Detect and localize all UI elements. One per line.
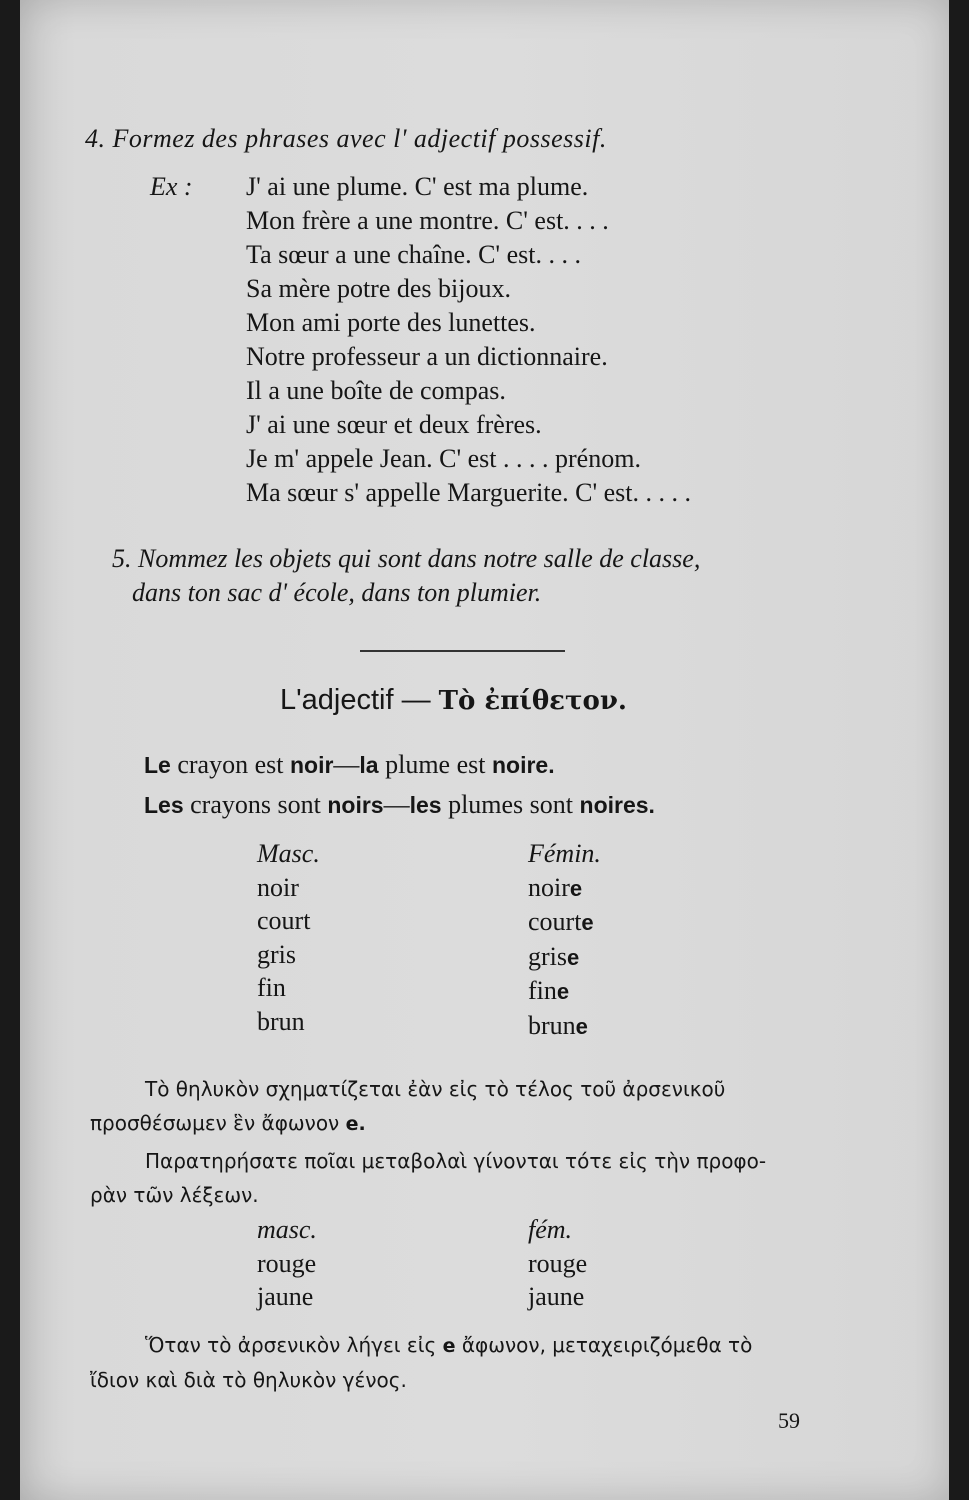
exercise-line: J' ai une sœur et deux frères. — [246, 410, 542, 439]
example-sentence-2: Les crayons sont noirs—les plumes sont noires. — [144, 790, 655, 819]
masc-word: fin — [257, 973, 286, 1003]
exercise-line: Ta sœur a une chaîne. C' est. . . . — [246, 240, 581, 269]
masculine-column-2 — [257, 1213, 317, 1314]
exercise-line: Mon ami porte des lunettes. — [246, 308, 536, 337]
heading-french: L'adjectif — — [280, 684, 439, 716]
greek-note-1: Τὸ θηλυκὸν σχηματίζεται ἐὰν εἰς τὸ τέλος τοῦ ἀρσενικοῦ προσθέσωμεν ἓν ἄφωνον e. — [90, 1077, 726, 1135]
exercise-line: Ma sœur s' appelle Marguerite. C' est. . . . . — [246, 478, 692, 507]
example-label: Ex : — [150, 172, 193, 201]
masc-header: Masc. — [257, 839, 320, 868]
fem-header-2: fém. — [528, 1215, 573, 1244]
fem-word: rouge — [528, 1248, 588, 1278]
section-heading — [280, 684, 627, 717]
femin-word: noire — [528, 872, 583, 902]
page-number: 59 — [778, 1408, 800, 1433]
heading-greek: Τὸ ἐπίθετον. — [438, 686, 627, 716]
femin-word: courte — [528, 907, 594, 937]
exercise-5-line-2: dans ton sac d' école, dans ton plumier. — [132, 578, 542, 607]
greek-note-3: Ὅταν τὸ ἀρσενικὸν λήγει εἰς e ἄφωνον, μεταχειριζόμεθα τὸ ἴδιον καὶ διὰ τὸ θηλυκὸν γένος. — [90, 1333, 753, 1392]
masc-word: brun — [257, 1006, 305, 1036]
masc-header-2: masc. — [257, 1215, 317, 1244]
masc-word: gris — [257, 939, 296, 969]
masc-word: rouge — [257, 1248, 317, 1278]
exercise-line: Sa mère potre des bijoux. — [246, 274, 511, 303]
exercise-line: Notre professeur a un dictionnaire. — [246, 342, 608, 371]
book-page — [20, 0, 949, 1500]
femin-header: Fémin. — [528, 839, 601, 868]
greek-note-2: Παρατηρήσατε ποῖαι μεταβολαὶ γίνονται τότε εἰς τὴν προφο- ρὰν τῶν λέξεων. — [90, 1149, 767, 1207]
exercise-5 — [112, 542, 700, 610]
exercise-line: Je m' appele Jean. C' est . . . . prénom. — [246, 444, 641, 473]
masc-word: jaune — [257, 1282, 314, 1312]
femin-word: brune — [528, 1010, 588, 1040]
exercise-line: Mon frère a une montre. C' est. . . . — [246, 206, 609, 235]
section-divider — [360, 650, 565, 652]
exercise-line: Il a une boîte de compas. — [246, 376, 506, 405]
exercise-5-line-1: 5. Nommez les objets qui sont dans notre salle de classe, — [112, 544, 701, 573]
exercise-line: J' ai une plume. C' est ma plume. — [246, 172, 589, 201]
exercise-4-lines — [246, 170, 691, 510]
feminine-column — [528, 837, 601, 1044]
feminine-column-2 — [528, 1213, 587, 1314]
exercise-4-title: 4. Formez des phrases avec l' adjectif possessif. — [85, 124, 607, 153]
fem-word: jaune — [528, 1282, 585, 1312]
masc-word: noir — [257, 872, 299, 902]
masculine-column — [257, 837, 320, 1039]
femin-word: fine — [528, 976, 570, 1006]
femin-word: grise — [528, 941, 580, 971]
example-sentence-1: Le crayon est noir—la plume est noire. — [144, 750, 555, 779]
masc-word: court — [257, 906, 311, 936]
